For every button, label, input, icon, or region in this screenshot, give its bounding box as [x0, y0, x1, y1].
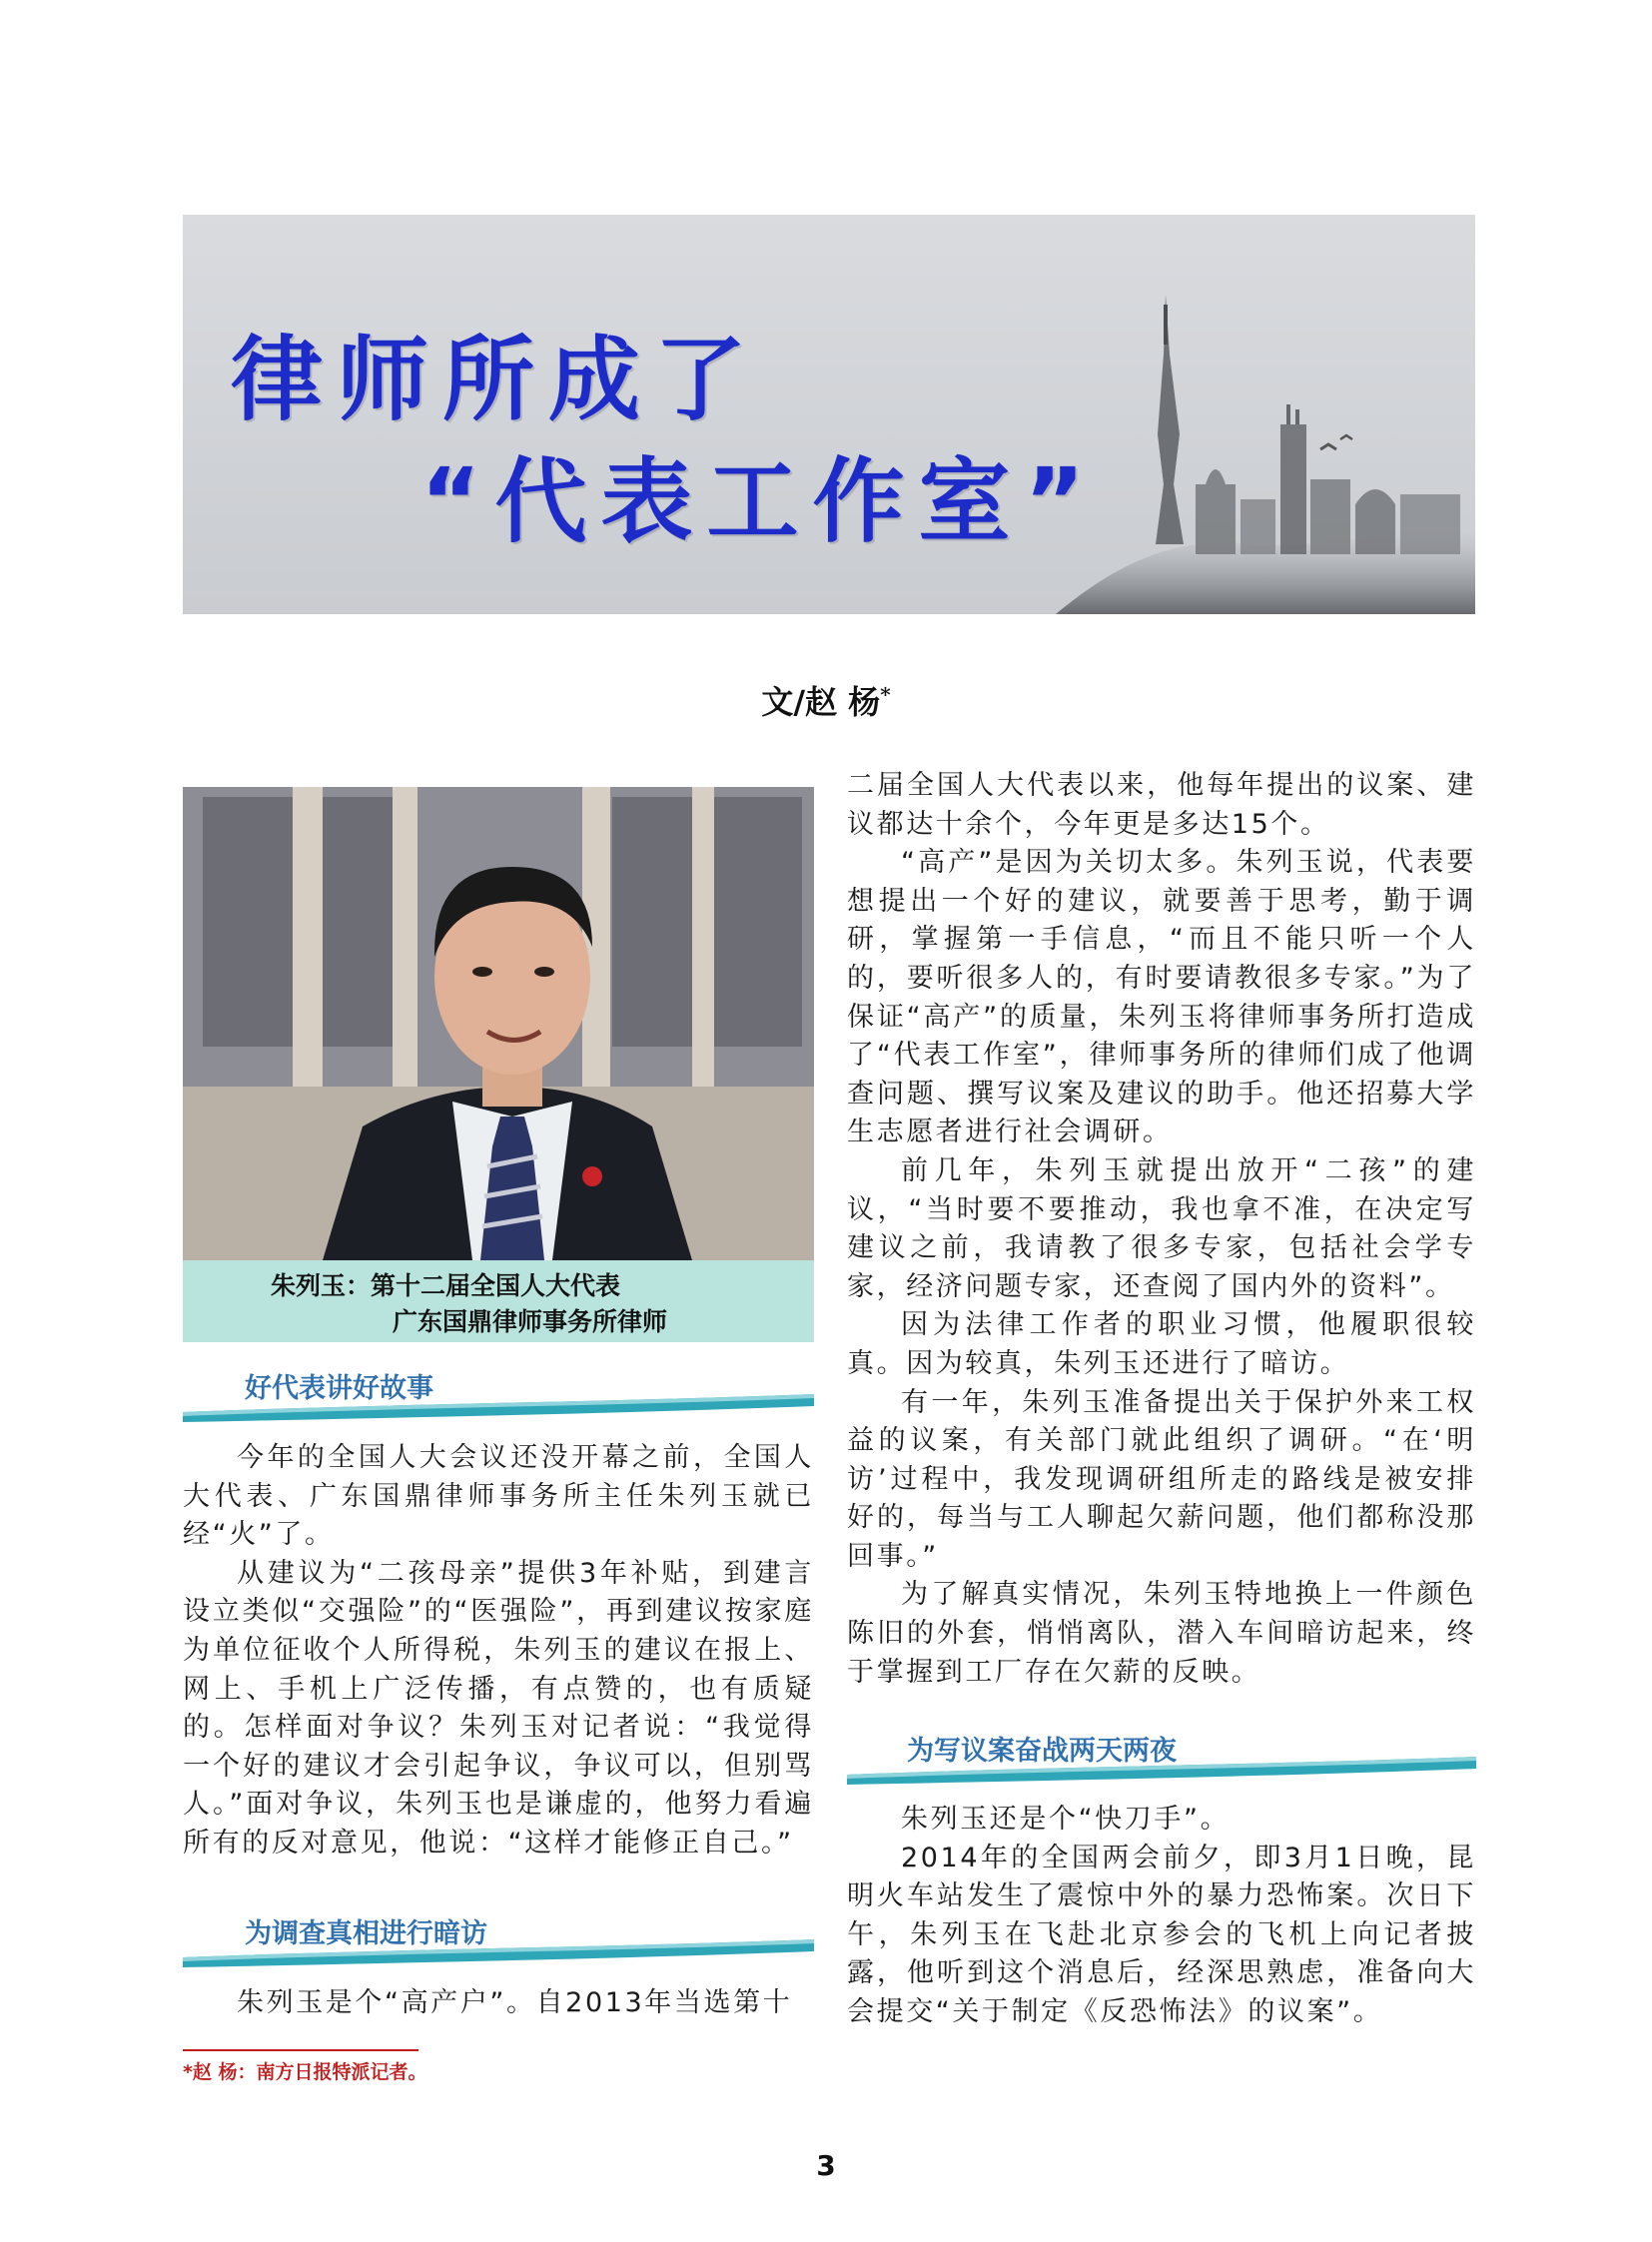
- paragraph: 因为法律工作者的职业习惯，他履职很较真。因为较真，朱列玉还进行了暗访。: [847, 1309, 1476, 1379]
- paragraph: 今年的全国人大会议还没开幕之前，全国人大代表、广东国鼎律师事务所主任朱列玉就已经“火”了。: [183, 1442, 814, 1551]
- header-banner: [183, 215, 1475, 614]
- section-header-3: [847, 1723, 1476, 1787]
- section-swoosh: [183, 1394, 814, 1424]
- paragraph: 有一年，朱列玉准备提出关于保护外来工权益的议案，有关部门就此组织了调研。“在‘明访’过程中，我发现调研组所走的路线是被安排好的，每当与工人聊起欠薪问题，他们都称没那回事。”: [847, 1386, 1476, 1572]
- page-number: 3: [816, 2149, 836, 2182]
- byline-text: 文/赵 杨: [761, 683, 881, 721]
- portrait-photo: [183, 787, 814, 1260]
- portrait-illustration: [183, 787, 814, 1260]
- title-line-2: “代表工作室”: [420, 448, 1099, 555]
- right-column-text-2: [847, 1801, 1476, 2032]
- city-skyline-illustration: [1056, 295, 1475, 614]
- section-title-3: 为写议案奋战两天两夜: [907, 1736, 1177, 1767]
- byline: [0, 677, 1652, 723]
- section-header-2: [183, 1905, 814, 1969]
- section-swoosh: [847, 1757, 1476, 1787]
- paragraph: 前几年，朱列玉就提出放开“二孩”的建议，“当时要不要推动，我也拿不准，在决定写建议之前，我请教了很多专家，包括社会学专家，经济问题专家，还查阅了国内外的资料”。: [847, 1154, 1476, 1302]
- paragraph: 二届全国人大代表以来，他每年提出的议案、建议都达十余个，今年更是多达15个。: [847, 770, 1476, 840]
- paragraph: 从建议为“二孩母亲”提供3年补贴，到建言设立类似“交强险”的“医强险”，再到建议按家庭为单位征收个人所得税，朱列玉的建议在报上、网上、手机上广泛传播，有点赞的，也有质疑的。怎样面对争议？朱列玉对记者说：“我觉得一个好的建议才会引起争议，争议可以，但别骂人。”面对争议，朱列玉也是谦虚的，他努力看遍所有的反对意见，他说：“这样才能修正自己。”: [183, 1557, 814, 1859]
- section-header-1: [183, 1360, 814, 1424]
- left-column-text-1: [183, 1439, 814, 1864]
- footnote: *赵 杨：南方日报特派记者。: [183, 2061, 427, 2083]
- section-title-2: 为调查真相进行暗访: [245, 1918, 487, 1949]
- section-title-1: 好代表讲好故事: [245, 1373, 433, 1404]
- left-column-text-2: [183, 1984, 814, 2023]
- paragraph: 2014年的全国两会前夕，即3月1日晚，昆明火车站发生了震惊中外的暴力恐怖案。次日下午，朱列玉在飞赴北京参会的飞机上向记者披露，他听到这个消息后，经深思熟虑，准备向大会提交“关于制定《反恐怖法》的议案”。: [847, 1842, 1476, 2027]
- photo-caption: [183, 1260, 814, 1342]
- byline-mark: *: [880, 682, 891, 707]
- right-column-text-1: [847, 767, 1476, 1692]
- paragraph: 朱列玉是个“高产户”。自2013年当选第十: [237, 1987, 793, 2018]
- footnote-rule: [183, 2049, 418, 2051]
- paragraph: 为了解真实情况，朱列玉特地换上一件颜色陈旧的外套，悄悄离队，潜入车间暗访起来，终于掌握到工厂存在欠薪的反映。: [847, 1579, 1476, 1688]
- caption-line-2: 广东国鼎律师事务所律师: [393, 1307, 668, 1336]
- section-swoosh: [183, 1939, 814, 1969]
- title-line-1: 律师所成了: [231, 327, 761, 433]
- caption-line-1: 朱列玉：第十二届全国人大代表: [271, 1271, 621, 1300]
- paragraph: “高产”是因为关切太多。朱列玉说，代表要想提出一个好的建议，就要善于思考，勤于调研，掌握第一手信息，“而且不能只听一个人的，要听很多人的，有时要请教很多专家。”为了保证“高产”的质量，朱列玉将律师事务所打造成了“代表工作室”，律师事务所的律师们成了他调查问题、撰写议案及建议的助手。他还招募大学生志愿者进行社会调研。: [847, 847, 1476, 1148]
- paragraph: 朱列玉还是个“快刀手”。: [901, 1804, 1231, 1835]
